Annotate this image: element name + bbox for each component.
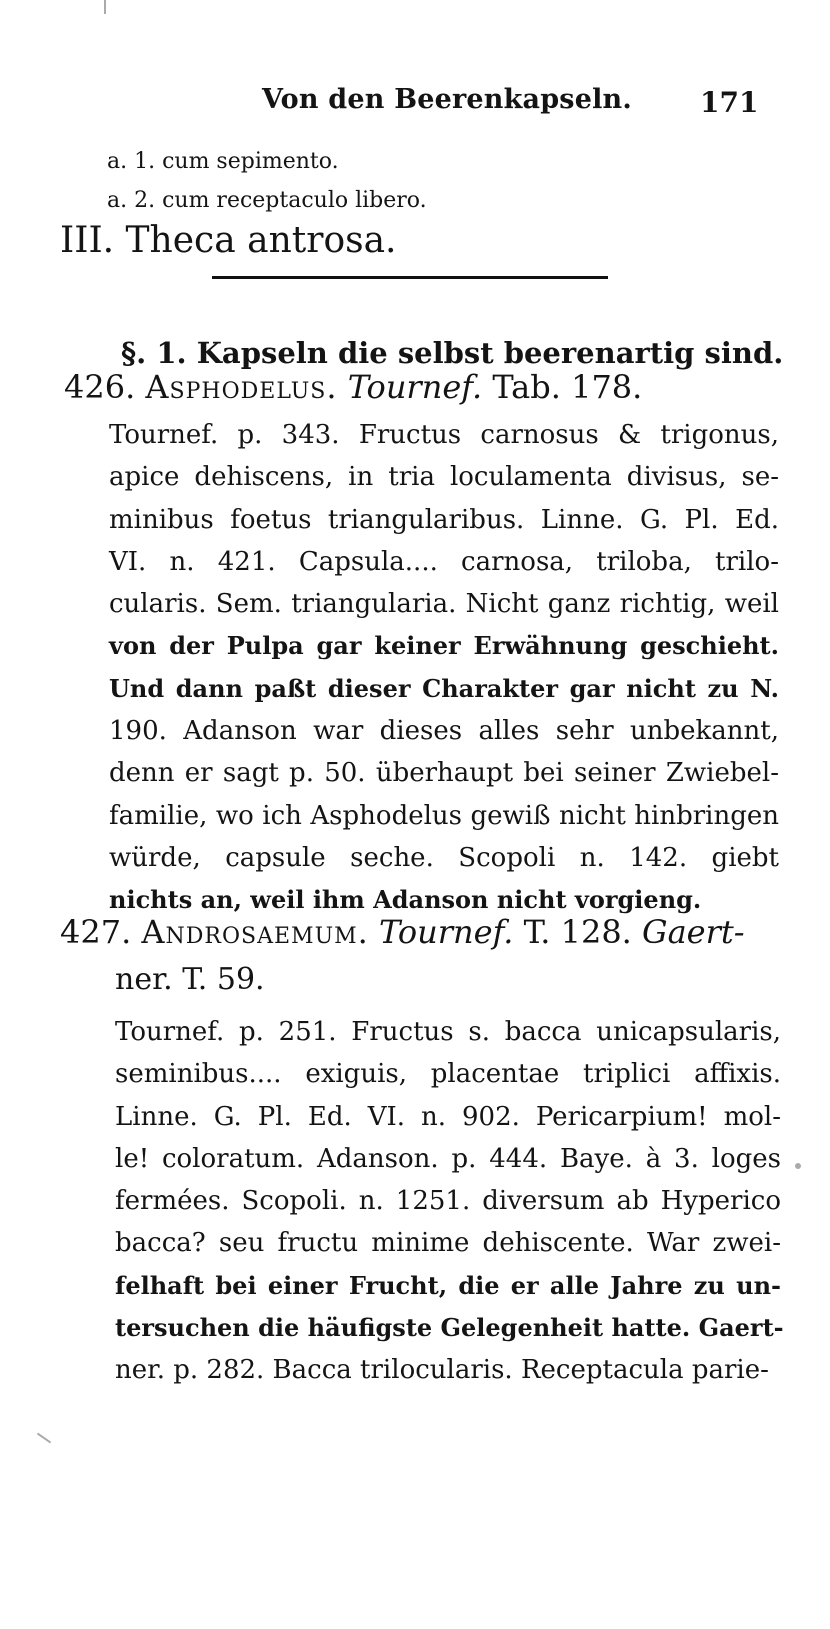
running-header: Von den Beerenkapseln. — [262, 84, 632, 115]
plate-reference: T. 128. — [523, 913, 632, 951]
text-line: von der Pulpa gar keiner Erwähnung geschieht. — [109, 631, 779, 661]
text-line: bacca? seu fructu minime dehiscente. War zwei- — [115, 1228, 781, 1259]
entry-427-body — [115, 1011, 784, 1392]
author-name: Gaert- — [642, 913, 745, 951]
divider-rule — [212, 276, 608, 279]
scan-speck — [795, 1163, 801, 1169]
genus-name: Androsaemum. — [141, 913, 369, 951]
subsection-heading: §. 1. Kapseln die selbst beerenartig sind. — [121, 336, 784, 370]
entry-427-heading — [60, 913, 745, 951]
text-line: Tournef. p. 251. Fructus s. bacca unicapsularis, — [115, 1017, 781, 1047]
entry-427-heading-continued: ner. T. 59. — [115, 962, 265, 997]
entry-426-body — [109, 414, 779, 922]
text-line: denn er sagt p. 50. überhaupt bei seiner Zwiebel- — [109, 758, 779, 789]
author-name: Tournef. — [378, 913, 514, 951]
text-line: Und dann paßt dieser Charakter gar nicht zu N. — [109, 673, 779, 703]
section-heading: III. Theca antrosa. — [60, 220, 397, 261]
list-item: a. 1. cum sepimento. — [107, 149, 339, 174]
text-line: seminibus.... exiguis, placentae triplici affixis. — [115, 1059, 781, 1090]
entry-number: 427. — [60, 913, 132, 951]
text-line: würde, capsule seche. Scopoli n. 142. giebt — [109, 842, 779, 873]
scan-speck — [37, 1433, 51, 1444]
text-line: nichts an, weil ihm Adanson nicht vorgieng. — [109, 885, 702, 915]
genus-name: Asphodelus. — [145, 368, 338, 406]
page-number: 171 — [700, 86, 759, 119]
text-line: felhaft bei einer Frucht, die er alle Jahre zu un- — [115, 1270, 781, 1300]
text-line: VI. n. 421. Capsula.... carnosa, triloba, trilo- — [109, 546, 779, 577]
text-line: Linne. G. Pl. Ed. VI. n. 902. Pericarpium! mol- — [115, 1101, 781, 1132]
plate-reference: Tab. 178. — [492, 368, 643, 406]
text-line: 190. Adanson war dieses alles sehr unbekannt, — [109, 716, 779, 747]
text-line: le! coloratum. Adanson. p. 444. Baye. à 3. loges — [115, 1143, 781, 1174]
author-name: Tournef. — [347, 368, 483, 406]
entry-number: 426. — [64, 368, 136, 406]
list-item: a. 2. cum receptaculo libero. — [107, 188, 427, 213]
text-line: tersuchen die häufigste Gelegenheit hatte. Gaert- — [115, 1313, 784, 1343]
text-line: apice dehiscens, in tria loculamenta divisus, se- — [109, 462, 779, 493]
text-line: Tournef. p. 343. Fructus carnosus & trigonus, — [109, 420, 779, 450]
text-line: cularis. Sem. triangularia. Nicht ganz richtig, weil — [109, 589, 779, 620]
text-line: minibus foetus triangularibus. Linne. G. Pl. Ed. — [109, 504, 779, 535]
scan-speck — [104, 0, 106, 14]
entry-426-heading — [64, 368, 642, 406]
text-line: fermées. Scopoli. n. 1251. diversum ab Hyperico — [115, 1186, 781, 1217]
text-line: familie, wo ich Asphodelus gewiß nicht hinbringen — [109, 800, 779, 831]
text-line: ner. p. 282. Bacca trilocularis. Receptacula parie- — [115, 1355, 769, 1386]
